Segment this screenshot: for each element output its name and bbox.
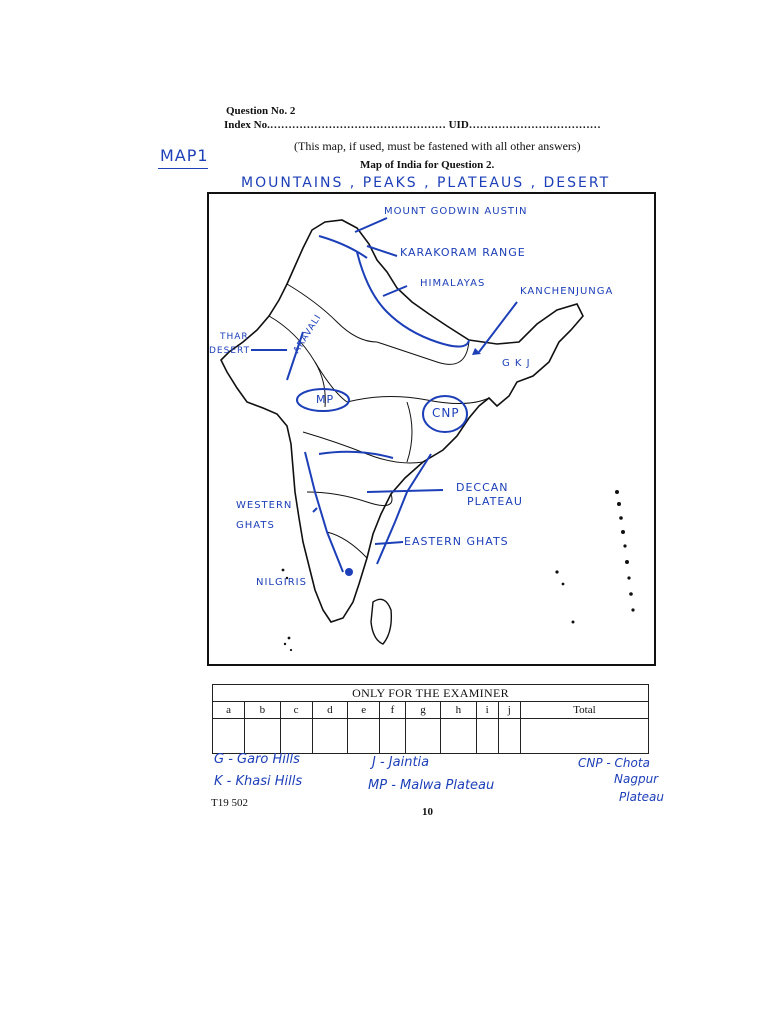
label-himalayas: HIMALAYAS bbox=[420, 278, 486, 289]
label-thar: THAR bbox=[220, 332, 249, 342]
andaman-islands bbox=[555, 490, 634, 624]
examiner-col-a: a bbox=[213, 702, 245, 719]
label-desert: DESERT bbox=[209, 346, 251, 356]
label-deccan: DECCAN bbox=[456, 481, 509, 494]
karakoram-stroke bbox=[319, 236, 367, 258]
map-title: Map of India for Question 2. bbox=[360, 159, 495, 171]
fasten-note: (This map, if used, must be fastened with all other answers) bbox=[294, 139, 581, 153]
examiner-col-f: f bbox=[380, 702, 405, 719]
page-number: 10 bbox=[422, 806, 433, 818]
key-malwa-plateau: MP - Malwa Plateau bbox=[368, 778, 495, 793]
map-label: MAP1 bbox=[160, 146, 209, 165]
label-nilgiris: NILGIRIS bbox=[256, 577, 307, 588]
examiner-col-c: c bbox=[280, 702, 312, 719]
label-aravali: ARAVALI bbox=[292, 312, 324, 356]
label-mount-godwin-austin: MOUNT GODWIN AUSTIN bbox=[384, 206, 528, 217]
label-eastern-ghats: EASTERN GHATS bbox=[404, 535, 509, 548]
karakoram-pointer bbox=[367, 246, 397, 256]
sri-lanka-outline bbox=[371, 599, 391, 644]
examiner-col-d: d bbox=[312, 702, 347, 719]
examiner-col-e: e bbox=[348, 702, 380, 719]
examiner-col-j: j bbox=[498, 702, 520, 719]
topic-heading: MOUNTAINS , PEAKS , PLATEAUS , DESERT bbox=[241, 175, 611, 191]
examiner-col-b: b bbox=[245, 702, 280, 719]
examiner-col-i: i bbox=[476, 702, 498, 719]
label-western: WESTERN bbox=[236, 500, 293, 511]
key-khasi-hills: K - Khasi Hills bbox=[214, 774, 303, 789]
key-cnp-line2: Nagpur bbox=[614, 772, 659, 786]
examiner-table bbox=[212, 684, 649, 754]
examiner-col-h: h bbox=[441, 702, 476, 719]
key-cnp-line3: Plateau bbox=[619, 790, 664, 804]
label-ghats: GHATS bbox=[236, 520, 275, 531]
india-outline bbox=[221, 220, 583, 622]
label-kanchenjunga: KANCHENJUNGA bbox=[520, 286, 614, 297]
examiner-marks-row bbox=[213, 719, 649, 754]
index-uid-line: Index No.………………………………………… UID……………………………… bbox=[224, 119, 601, 131]
examiner-col-total: Total bbox=[520, 702, 648, 719]
examiner-header-row bbox=[213, 702, 649, 719]
examiner-col-g: g bbox=[405, 702, 440, 719]
label-mp: MP bbox=[316, 393, 335, 406]
mount-godwin-pointer bbox=[355, 218, 387, 232]
key-garo-hills: G - Garo Hills bbox=[214, 752, 300, 767]
label-gkj: G K J bbox=[502, 358, 531, 369]
nilgiris-dot bbox=[345, 568, 353, 576]
examiner-title: ONLY FOR THE EXAMINER bbox=[213, 685, 649, 702]
satpura-stroke bbox=[319, 452, 393, 458]
label-plateau: PLATEAU bbox=[467, 495, 523, 508]
india-outline-map bbox=[207, 192, 656, 666]
deccan-arrow-stroke bbox=[367, 490, 443, 492]
question-number: Question No. 2 bbox=[226, 105, 296, 117]
map-label-underline bbox=[158, 168, 208, 169]
key-cnp-line1: CNP - Chota bbox=[578, 756, 650, 770]
key-jaintia: J - Jaintia bbox=[372, 755, 430, 770]
label-cnp: CNP bbox=[432, 406, 460, 420]
label-karakoram-range: KARAKORAM RANGE bbox=[400, 246, 526, 259]
eastern-pointer bbox=[375, 542, 403, 544]
western-pointer bbox=[313, 508, 317, 512]
himalayas-stroke bbox=[357, 252, 469, 347]
footer-code: T19 502 bbox=[211, 797, 248, 809]
western-ghats-stroke bbox=[305, 452, 343, 572]
